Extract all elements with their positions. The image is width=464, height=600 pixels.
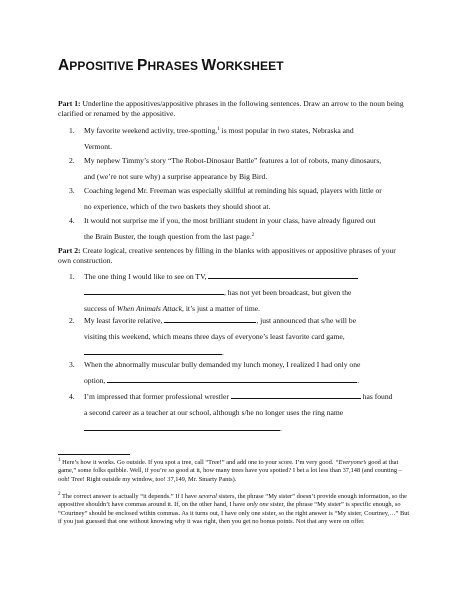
answer-blank[interactable] [84, 421, 280, 431]
answer-blank[interactable] [231, 389, 361, 399]
answer-blank[interactable] [164, 313, 256, 323]
answer-blank[interactable] [84, 285, 224, 295]
part1-instructions: Part 1: Underline the appositives/appositive phrases in the following sentences. Draw an arrow to the noun being clarified or renamed by the appositive. [58, 99, 404, 118]
answer-blank[interactable] [107, 373, 357, 383]
page-title: APPOSITIVE PHRASES WORKSHEET [58, 57, 284, 74]
part2-instructions: Part 2: Create logical, creative sentences by filling in the blanks with appositives or appositive phrases of your own construction. [58, 246, 396, 265]
footnote-divider [58, 454, 130, 455]
footnote-ref: 2 [251, 233, 255, 238]
worksheet-page: APPOSITIVE PHRASES WORKSHEET Part 1: Underline the appositives/appositive phrases in the following sentences. Draw an arrow to the noun being clarified or renamed by the appositive. 1. My favorite weekend activity, tree-spotting,$^1$ is most popular in two states, Nebraska and Vermont. 2. My nephew Timmy’s story “The Robot-Dinosaur Battle” features a lot of robots, many dinosaurs, and (we’re not sure why) a surprise appearance by Big Bird. 3. Coaching legend Mr. Freeman was especially skillful at reminding his squad, players with little or no experience, which of the two baskets they should shoot at. 4. It would not surprise me if you, the most brilliant student in your class, have already figured out the Brain Buster, the tough question from the last page.$^2$ Part 2: Create logical, creative sentences by filling in the blanks with appositives or appositive phrases of your own construction. 1. The one thing I would like to see on TV, , has not yet been broadcast, but given the success of When Animals Attack, it’s just a matter of time. 2. My least favorite relative, , just announced that s/he will be visiting this weekend, which means three days of everyone’s least favorite card game, . 3. When the abnormally muscular bully demanded my lunch money, I realized I had only one option, . 4. I’m impressed that former professional wrestler has found a second career as a teacher at our school, although s/he no longer uses the ring name . $^1$ Here’s how it works. Go outside. If you spot a tree, call “Tree!” and add one to your score. I’m very good. “Everyone’s good at that game,” some folks quibble. Well, if you’re so good at it, how many trees have you spotted? I bet a lot less than 37,148 (and counting – ooh! Tree! Right outside my window, too! 37,149, Mr. Smarty Pants). $^2$ The correct answer is actually “it depends.” If I have several sisters, the phrase “My sister” doesn’t provide enough information, so the appositive shouldn’t have commas around it. If, on the other hand, I have only one sister, the phrase “My sister” is specific enough, so “Courtney” should be enclosed within commas. As it turns out, I have only one sister, so the right answer is “My sister, Courtney,…” But if you just guessed that one without knowing why it was right, then you get no bonus points. Not that any were on offer. [0, 0, 464, 600]
answer-blank[interactable] [84, 345, 222, 355]
footnote-ref: 1 [217, 127, 220, 132]
footnote-1: $^1$ Here’s how it works. Go outside. If you spot a tree, call “Tree!” and add one to your score. I’m very good. “Everyone’s good at that game,” some folks quibble. Well, if you’re so good at it, how many trees have you spotted? I bet a lot less than 37,148 (and counting – ooh! Tree! Right outside my window, too! 37,149, Mr. Smarty Pants). [58, 458, 402, 483]
footnote-2: $^2$ The correct answer is actually “it depends.” If I have several sisters, the phrase “My sister” doesn’t provide enough information, so the appositive shouldn’t have commas around it. If, on the other hand, I have only one sister, the phrase “My sister” is specific enough, so “Courtney” should be enclosed within commas. As it turns out, I have only one sister, so the right answer is “My sister, Courtney,…” But if you just guessed that one without knowing why it was right, then you get no bonus points. Not that any were on offer. [58, 492, 410, 526]
answer-blank[interactable] [208, 269, 358, 279]
